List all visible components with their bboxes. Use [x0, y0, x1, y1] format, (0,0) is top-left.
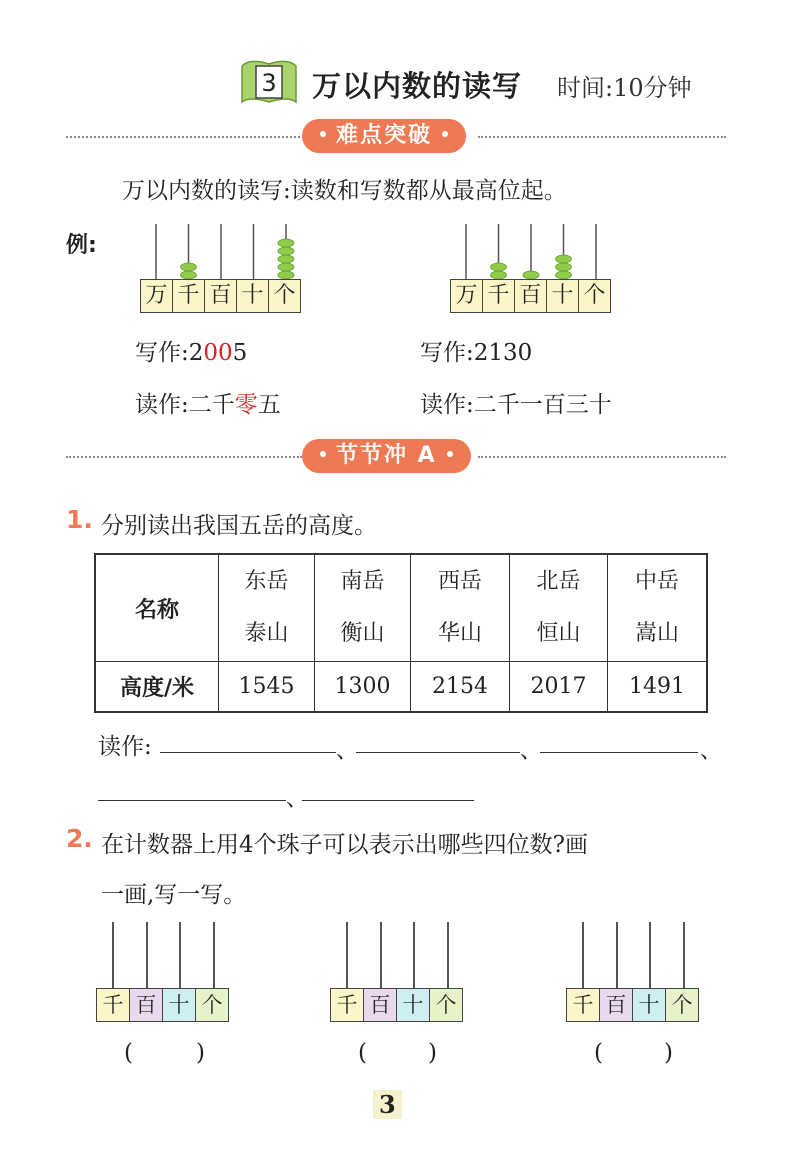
place-label: 千 — [483, 280, 515, 312]
counter-rod[interactable] — [447, 922, 449, 988]
answer-blank[interactable] — [160, 752, 336, 753]
example-2-read: 读作:二千一百三十 — [420, 392, 612, 418]
answer-blank[interactable] — [540, 752, 698, 753]
table-cell: 北岳 恒山 — [510, 554, 608, 662]
height-header: 高度/米 — [95, 662, 219, 713]
section-label-difficulty: 难点突破 — [302, 119, 466, 153]
separator: 、 — [286, 787, 309, 812]
lesson-number-badge — [240, 58, 298, 104]
abacus-bead — [181, 263, 197, 271]
abacus-rods — [140, 224, 310, 280]
counter-rod[interactable] — [616, 922, 618, 988]
answer-paren-close: ) — [428, 1040, 437, 1066]
example-1-read: 读作:二千零五 — [135, 392, 281, 418]
answer-blank[interactable] — [302, 800, 474, 801]
place-label: 十 — [397, 989, 430, 1021]
counter-rod[interactable] — [683, 922, 685, 988]
separator: 、 — [336, 739, 359, 764]
answer-blank[interactable] — [356, 752, 520, 753]
table-cell: 2017 — [510, 662, 608, 713]
answer-paren-open: ( — [124, 1040, 133, 1066]
dotted-divider — [66, 136, 304, 138]
place-value-row — [450, 279, 611, 313]
counter-rod[interactable] — [413, 922, 415, 988]
counter-rod[interactable] — [179, 922, 181, 988]
counter-rod[interactable] — [649, 922, 651, 988]
answer-paren-close: ) — [664, 1040, 673, 1066]
place-label: 千 — [331, 989, 364, 1021]
zero-highlight: 零 — [234, 392, 258, 418]
separator: 、 — [700, 739, 723, 764]
place-label: 百 — [205, 280, 237, 312]
dotted-divider — [478, 456, 726, 458]
question-2-text-line-2: 一画,写一写。 — [101, 882, 247, 908]
answer-label: 读作: — [98, 734, 152, 760]
place-label: 十 — [163, 989, 196, 1021]
place-label: 个 — [583, 283, 606, 308]
place-label: 千 — [97, 989, 130, 1021]
place-label: 十 — [633, 989, 666, 1021]
place-label: 个 — [273, 283, 296, 308]
table-cell: 1300 — [315, 662, 411, 713]
table-row — [95, 554, 707, 662]
place-label: 千 — [567, 989, 600, 1021]
page-number: 3 — [373, 1090, 402, 1119]
name-header: 名称 — [95, 554, 219, 662]
abacus-rods — [450, 224, 620, 280]
dotted-divider — [478, 136, 726, 138]
place-label: 百 — [515, 280, 547, 312]
table-row — [95, 662, 707, 713]
answer-blank[interactable] — [98, 800, 286, 801]
place-label: 百 — [364, 989, 397, 1021]
counter-rod[interactable] — [346, 922, 348, 988]
table-cell: 东岳 泰山 — [219, 554, 315, 662]
counter-rod[interactable] — [213, 922, 215, 988]
place-label: 百 — [600, 989, 633, 1021]
time-limit: 时间:10分钟 — [557, 74, 692, 102]
place-value-row — [140, 279, 301, 313]
abacus-bead — [278, 255, 294, 263]
place-label: 千 — [173, 280, 205, 312]
zero-highlight: 00 — [203, 340, 233, 366]
abacus-bead — [278, 271, 294, 279]
place-value-row — [330, 988, 463, 1022]
dotted-divider — [66, 456, 302, 458]
abacus-bead — [556, 271, 572, 279]
abacus-bead — [556, 263, 572, 271]
mountain-heights-table — [94, 553, 708, 713]
answer-paren-open: ( — [594, 1040, 603, 1066]
lesson-title: 万以内数的读写 — [312, 69, 523, 103]
abacus-bead — [181, 271, 197, 279]
example-label: 例: — [66, 233, 97, 258]
counter-rod[interactable] — [380, 922, 382, 988]
place-label: 万 — [141, 280, 173, 312]
abacus-bead — [278, 263, 294, 271]
abacus-bead — [556, 255, 572, 263]
abacus-bead — [278, 247, 294, 255]
counter-rod[interactable] — [112, 922, 114, 988]
section-label-practice: 节节冲 A — [302, 439, 471, 473]
place-label: 百 — [130, 989, 163, 1021]
place-label: 个 — [666, 989, 698, 1021]
table-cell: 1545 — [219, 662, 315, 713]
abacus-bead — [491, 271, 507, 279]
rule-intro: 万以内数的读写:读数和写数都从最高位起。 — [122, 178, 567, 204]
place-label: 万 — [451, 280, 483, 312]
counter-rod[interactable] — [582, 922, 584, 988]
example-2-written: 写作:2130 — [420, 340, 533, 366]
abacus-bead — [278, 239, 294, 247]
question-2-number: 2. — [66, 824, 93, 853]
place-label: 十 — [547, 280, 579, 312]
table-cell: 2154 — [411, 662, 510, 713]
abacus-bead — [523, 271, 539, 279]
table-cell: 西岳 华山 — [411, 554, 510, 662]
answer-paren-open: ( — [358, 1040, 367, 1066]
separator: 、 — [520, 739, 543, 764]
place-label: 十 — [237, 280, 269, 312]
question-1-text: 分别读出我国五岳的高度。 — [101, 513, 377, 539]
place-value-row — [566, 988, 699, 1022]
table-cell: 南岳 衡山 — [315, 554, 411, 662]
place-label: 个 — [430, 989, 462, 1021]
table-cell: 中岳 嵩山 — [608, 554, 708, 662]
table-cell: 1491 — [608, 662, 708, 713]
place-label: 个 — [196, 989, 228, 1021]
lesson-number: 3 — [261, 69, 277, 97]
abacus-bead — [491, 263, 507, 271]
place-value-row — [96, 988, 229, 1022]
example-1-written: 写作:2005 — [135, 340, 248, 366]
answer-paren-close: ) — [196, 1040, 205, 1066]
counter-rod[interactable] — [146, 922, 148, 988]
question-2-text-line-1: 在计数器上用4个珠子可以表示出哪些四位数?画 — [101, 832, 588, 858]
question-1-number: 1. — [66, 505, 93, 534]
